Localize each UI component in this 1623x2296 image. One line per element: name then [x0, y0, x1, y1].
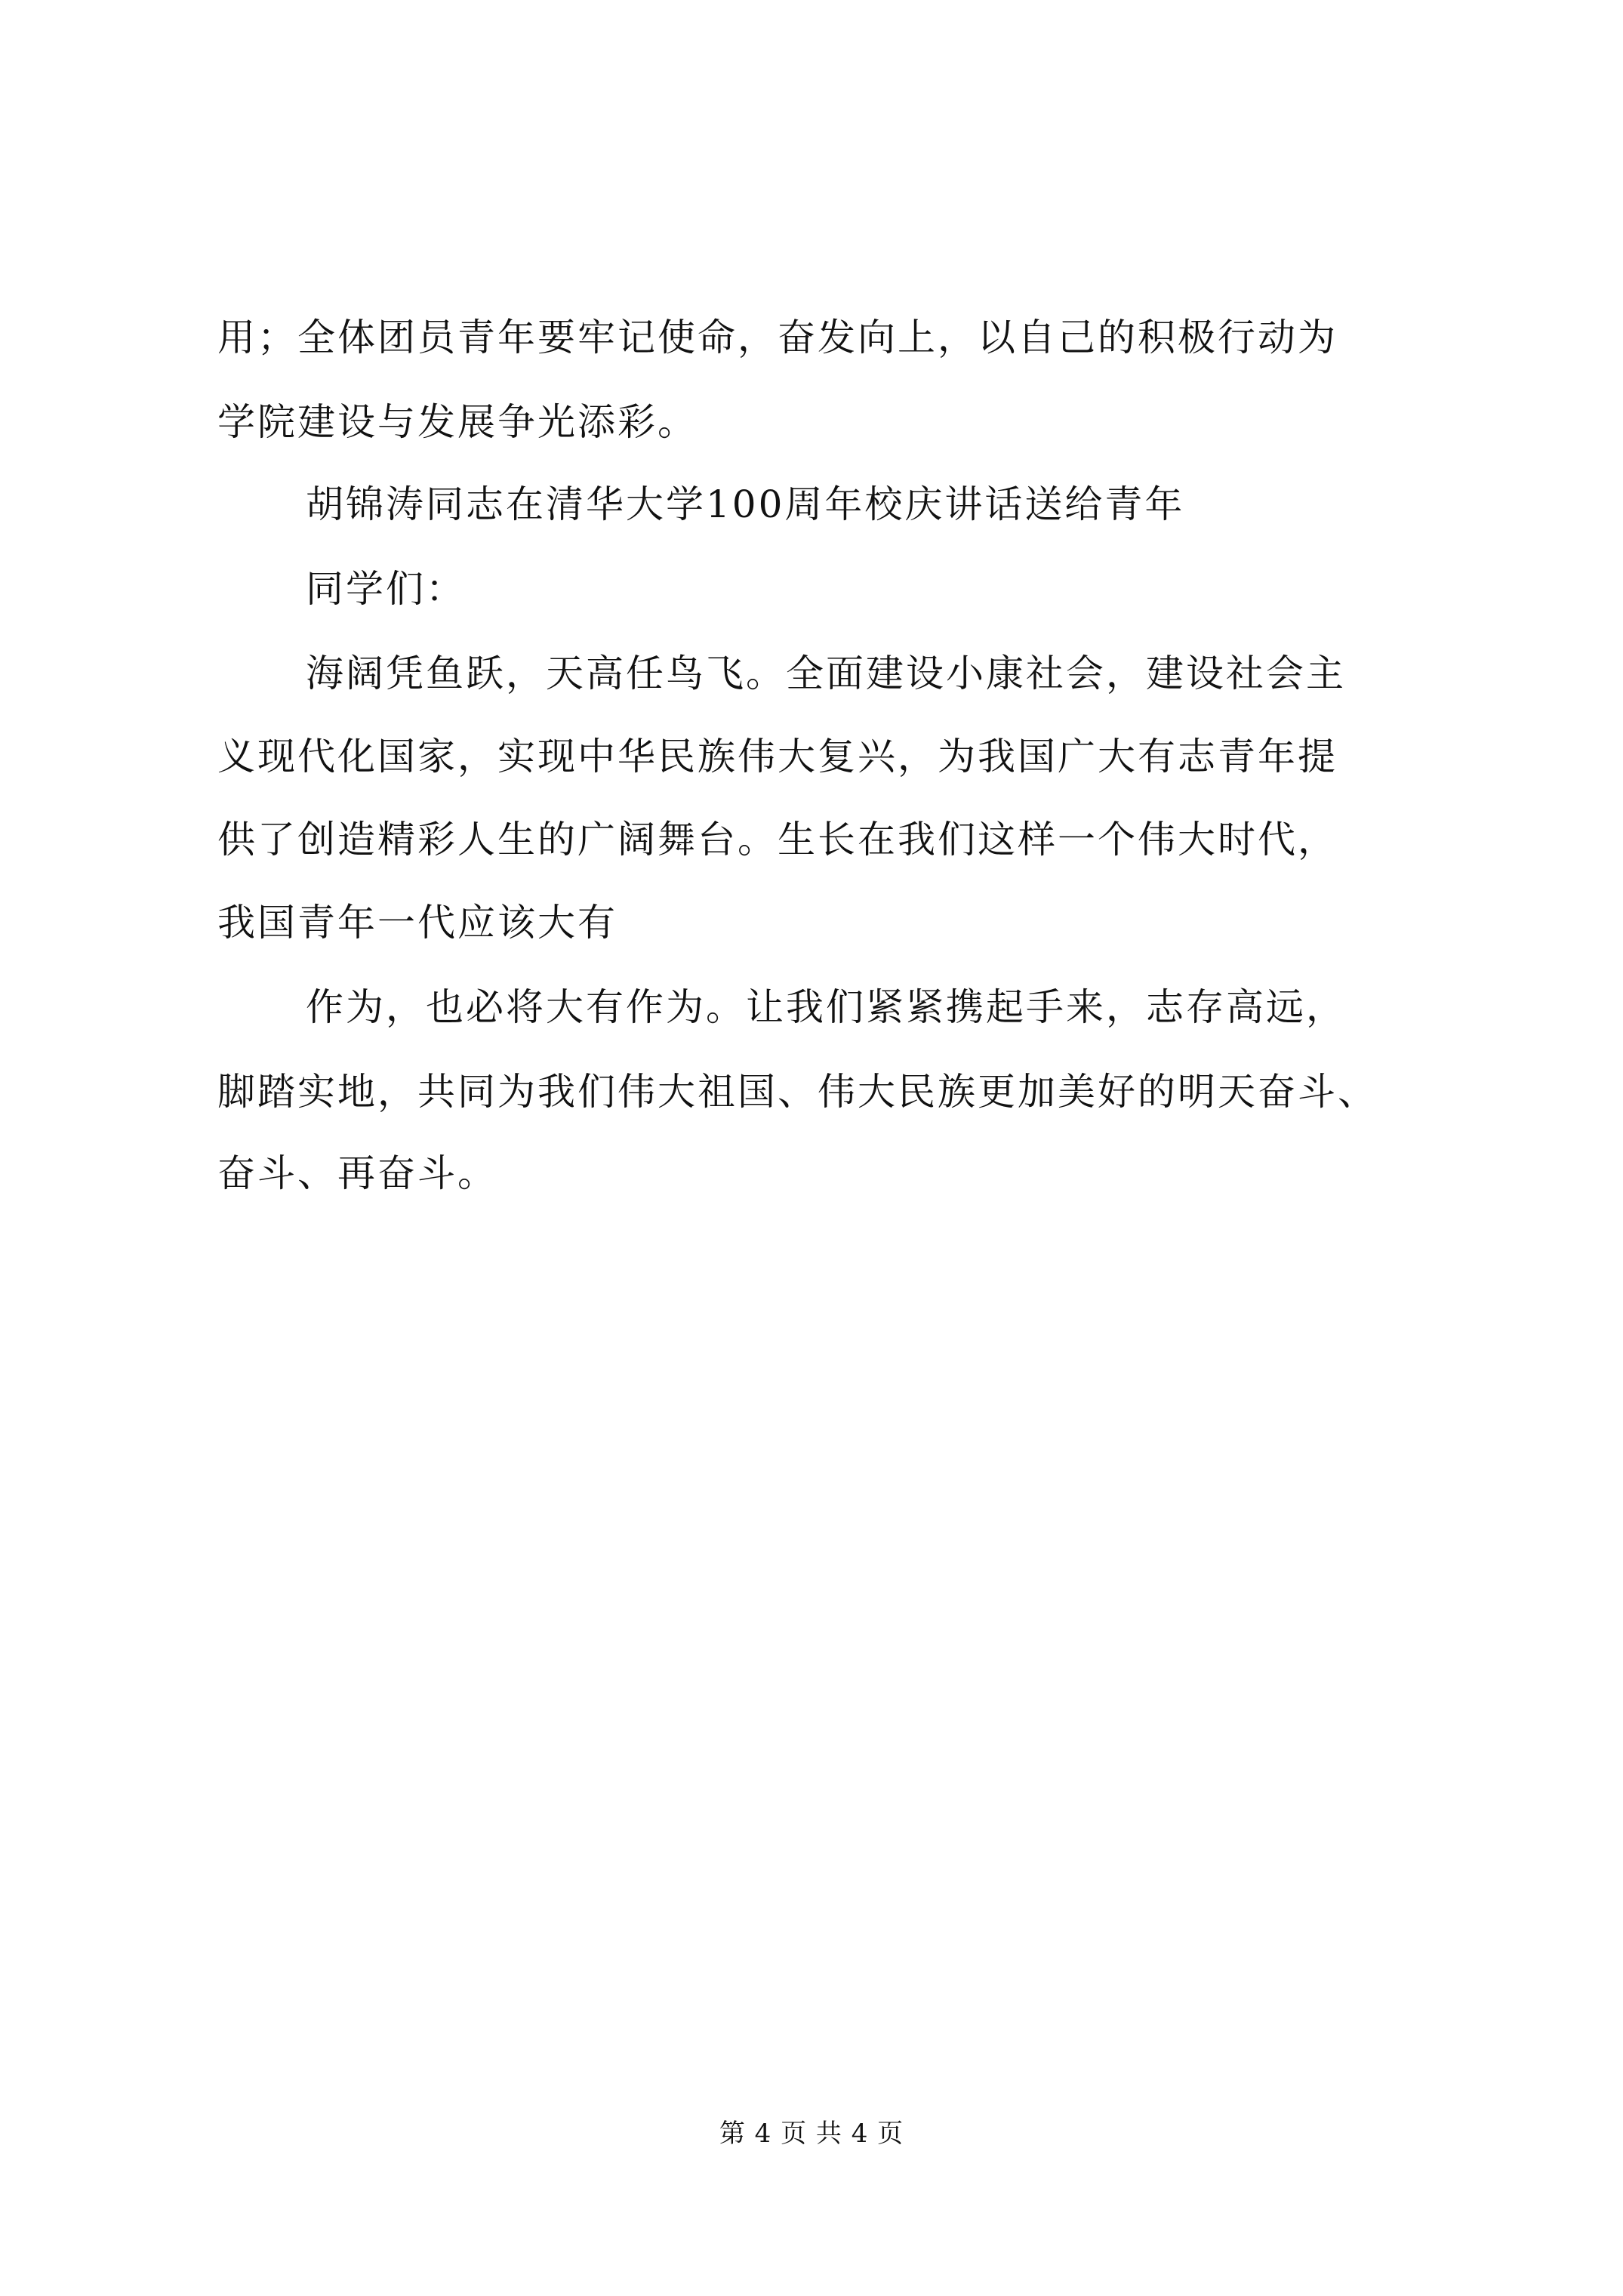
body-line-7: 作为，也必将大有作为。让我们紧紧携起手来，志存高远， [306, 985, 1346, 1029]
body-line-2: 学院建设与发展争光添彩。 [217, 400, 698, 444]
body-line-5: 供了创造精彩人生的广阔舞台。生长在我们这样一个伟大时代， [217, 818, 1338, 861]
body-line-6: 我国青年一代应该大有 [217, 901, 617, 945]
salutation-line: 同学们： [306, 567, 466, 611]
body-line-3: 海阔凭鱼跃，天高任鸟飞。全面建设小康社会，建设社会主 [306, 652, 1346, 695]
page-number-footer: 第 4 页 共 4 页 [719, 2119, 904, 2149]
body-line-9: 奋斗、再奋斗。 [217, 1151, 497, 1195]
heading-line: 胡锦涛同志在清华大学100周年校庆讲话送给青年 [306, 482, 1185, 526]
body-line-8: 脚踏实地，共同为我们伟大祖国、伟大民族更加美好的明天奋斗、 [217, 1070, 1378, 1114]
body-line-1: 用；全体团员青年要牢记使命，奋发向上，以自己的积极行动为 [217, 316, 1338, 359]
body-line-4: 义现代化国家，实现中华民族伟大复兴，为我国广大有志青年提 [217, 735, 1338, 778]
